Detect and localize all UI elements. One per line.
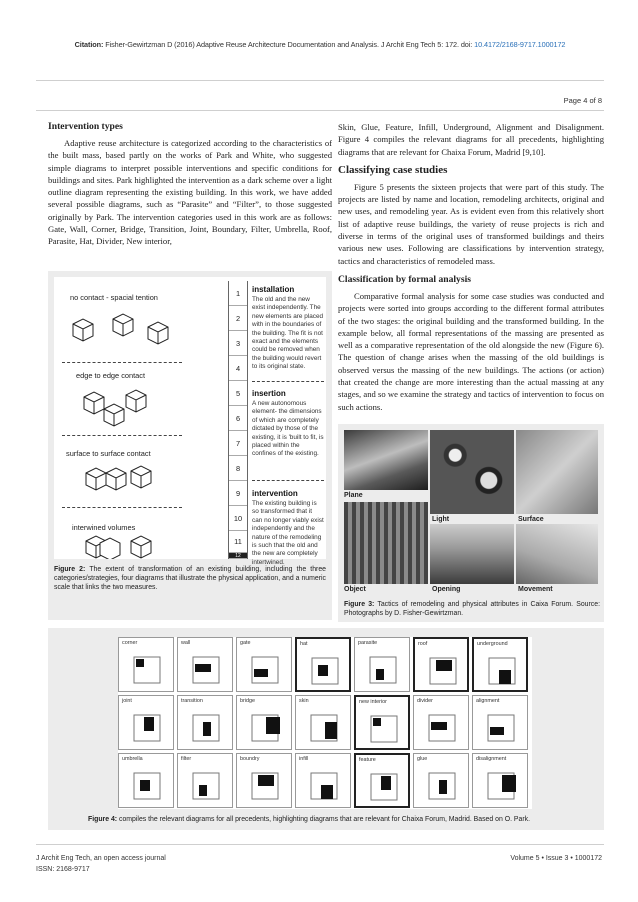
caption-label: Figure 2: [54,566,86,573]
diagram-cell-umbrella [118,753,174,808]
diagram-pictogram [122,765,172,805]
insertion-title: insertion [252,389,286,398]
diagram-cell-underground [472,637,528,692]
diagram-cell-roof [413,637,469,692]
caption-text: Tactics of remodeling and physical attributes in Caixa Forum. Source: Photographs by D. Fisher-Gewirtzman. [344,601,600,617]
diagram-pictogram [299,707,349,747]
diagram-pictogram [417,707,467,747]
fig2-dashed-line [62,362,182,363]
scale-number: 4 [229,356,247,381]
doi-link[interactable]: 10.4172/2168-9717.1000172 [474,40,566,49]
citation-text: Fisher-Gewirtzman D (2016) Adaptive Reuse Architecture Documentation and Analysis. J Archit Eng Tech 5: 172. doi: [105,40,473,49]
scale-number: 10 [229,506,247,531]
diagram-cell-label: underground [477,641,508,647]
caption-text: The extent of transformation of an existing building, including the three categories/strategies, four diagrams that illustrate the physical application, and a numeric scale that links the two measures. [54,566,326,591]
surface-contact-cubes-diagram [76,461,166,501]
insertion-text: A new autonomous element- the dimensions of which are completely dictated by those of the existing, it is 'built to fit, is placed within the confines of the existing. [252,400,324,458]
intervention-text: The existing building is so transformed that it can no longer viably exist independently and the nature of the remodeling is such that the old and the new are completely intertwined. [252,500,324,566]
numeric-scale [228,281,248,559]
scale-number-highlight: 12 [229,553,247,559]
right-column [338,121,604,413]
photo-label-surface: Surface [518,516,544,523]
scale-number: 11 [229,531,247,553]
diagram-cell-label: infill [299,756,309,762]
diagram-cell-label: roof [418,641,428,647]
figure-4-caption [88,815,588,824]
photo-label-movement: Movement [518,586,553,593]
intervention-title: intervention [252,489,298,498]
diagram-cell-wall [177,637,233,692]
diagram-pictogram [359,766,409,806]
diagram-cell-gate [236,637,292,692]
diagram-cell-new-interior [354,695,410,750]
diagram-cell-label: filter [181,756,192,762]
diagram-pictogram [181,707,231,747]
diagram-cell-label: feature [359,757,376,763]
diagram-pictogram [122,707,172,747]
diagram-cell-label: wall [181,640,191,646]
footer-volume: Volume 5 • Issue 3 • 1000172 [510,855,602,862]
diagram-pictogram [476,707,526,747]
diagram-cell-infill [295,753,351,808]
diagram-pictogram [240,765,290,805]
photo-object [344,502,428,584]
diagram-cell-label: disalignment [476,756,507,762]
scale-number: 1 [229,281,247,306]
diagram-cell-label: corner [122,640,138,646]
interwined-cubes-diagram [76,533,166,559]
footer-issn: ISSN: 2168-9717 [36,866,90,873]
paragraph: Skin, Glue, Feature, Infill, Underground, Alignment and Disalignment. Figure 4 compiles the relevant diagrams for all precedents, highlighting diagrams that are relevant for Chaixa Forum, Madrid [9,10]. [338,122,604,157]
citation-label: Citation: [74,40,104,49]
diagram-pictogram [477,650,527,690]
photo-label-object: Object [344,586,366,593]
diagram-pictogram [299,765,349,805]
diagram-pictogram [181,765,231,805]
figure-3 [338,424,604,622]
figure-2-caption [54,565,326,592]
fig2-dashed-line [62,435,182,436]
diagram-cell-hat [295,637,351,692]
section-heading-classifying: Classifying case studies [338,163,448,176]
scale-number: 9 [229,481,247,506]
diagram-cell-label: joint [122,698,132,704]
diagram-cell-filter [177,753,233,808]
diagram-cell-divider [413,695,469,750]
diagram-cell-alignment [472,695,528,750]
intervention-diagram-grid [118,637,532,809]
photo-label-opening: Opening [432,586,461,593]
scale-number: 8 [229,456,247,481]
diagram-cell-label: divider [417,698,433,704]
fig2-label-surface: surface to surface contact [66,449,151,458]
section-heading-formal-analysis: Classification by formal analysis [338,273,471,285]
caption-label: Figure 4: [88,816,118,823]
installation-text: The old and the new exist independently. The new elements are placed with in the boundaries of the building. The fit is not exact and the elements could be removed when the building would revert to its original state. [252,296,324,371]
fig2-dashed-line [252,480,324,481]
left-column [48,121,332,248]
diagram-cell-label: skin [299,698,309,704]
paragraph: Figure 5 presents the sixteen projects that were part of this study. The projects are listed by name and location, remodeling architects, original and new uses, and remodeling year. As is evident even from this relatively short list of adaptive reuse buildings, the variety of reuse projects is rich and diverse in terms of the original uses of transformed buildings and theirs various new uses. Following are classifications by intervention strategy, tactics and characteristics of remodeled mass. [338,181,604,266]
diagram-pictogram [417,765,467,805]
diagram-pictogram [240,707,290,747]
figure-3-caption [344,600,600,618]
paragraph: Comparative formal analysis for some case studies was conducted and projects were sorted into groups according to the different formal attributes of the two stages: the original building and the transformed building. In the example below, all formal representations of the massing are presented as well as a comparative representation of the old alongside the new (Figure 6). The question of change arises when the massing of the old buildings is observed versus the massing of the new buildings. The actions (or action) that created the change are more interesting than the actual massing at any stages, and so we examine the strategy and tactics of intervention to focus on such actions. [338,290,604,412]
scale-number: 3 [229,331,247,356]
diagram-pictogram [358,649,408,689]
fig2-label-no-contact: no contact - spacial tention [70,293,158,302]
photo-plane [344,430,428,490]
scale-number: 7 [229,431,247,456]
scale-number: 6 [229,406,247,431]
diagram-cell-bridge [236,695,292,750]
diagram-pictogram [476,765,526,805]
caption-label: Figure 3: [344,601,375,608]
diagram-cell-parasite [354,637,410,692]
figure-2 [48,271,332,620]
photo-label-plane: Plane [344,492,363,499]
figure-4 [48,628,604,830]
citation [36,40,604,49]
page-divider [36,110,604,111]
scale-number: 5 [229,381,247,406]
diagram-cell-disalignment [472,753,528,808]
diagram-pictogram [359,708,409,748]
diagram-cell-label: transition [181,698,203,704]
diagram-cell-feature [354,753,410,808]
photo-light [430,430,514,514]
diagram-cell-label: bridge [240,698,255,704]
footer-journal: J Archit Eng Tech, an open access journal [36,855,166,862]
diagram-cell-label: glue [417,756,428,762]
diagram-pictogram [300,650,350,690]
figure-2-diagram [54,277,326,566]
no-contact-cubes-diagram [68,309,178,349]
page-number: Page 4 of 8 [563,96,602,105]
photo-opening [430,524,514,584]
fig2-label-interwined: interwined volumes [72,523,136,532]
diagram-cell-skin [295,695,351,750]
photo-movement [516,524,598,584]
installation-title: installation [252,285,295,294]
diagram-cell-label: gate [240,640,251,646]
diagram-cell-label: parasite [358,640,378,646]
diagram-cell-corner [118,637,174,692]
scale-number: 2 [229,306,247,331]
diagram-pictogram [240,649,290,689]
diagram-pictogram [181,649,231,689]
diagram-cell-joint [118,695,174,750]
diagram-cell-label: hat [300,641,308,647]
fig2-dashed-line [252,381,324,382]
diagram-cell-boundry [236,753,292,808]
diagram-pictogram [418,650,468,690]
caption-text: compiles the relevant diagrams for all precedents, highlighting diagrams that are relevant for Chaixa Forum, Madrid. Based on O. Park. [119,816,530,823]
header-divider [36,80,604,81]
fig2-dashed-line [62,507,182,508]
diagram-cell-glue [413,753,469,808]
photo-surface [516,430,598,514]
diagram-cell-label: alignment [476,698,500,704]
footer-divider [36,844,604,845]
paragraph: Adaptive reuse architecture is categorized according to the characteristics of the built mass, based partly on the works of Park and White, who suggested simple diagrams to interpret possible interventions and specific conditions for buildings and sites. Park highlighted the intervention as a dark scheme over a light outline diagram representing the existing building. In this work, we have added several possible diagrams, such as “Parasite” and “Filter”, to those suggested originally by Park. The intervention categories used in this work are as follows: Gate, Wall, Corner, Bridge, Transition, Joint, Boundary, Filter, Umbrella, Roof, Parasite, Hat, Divider, New interior, [48,138,332,247]
diagram-cell-label: umbrella [122,756,143,762]
diagram-cell-transition [177,695,233,750]
edge-contact-cubes-diagram [76,385,166,427]
diagram-cell-label: new interior [359,699,387,705]
fig2-label-edge: edge to edge contact [76,371,146,380]
photo-label-light: Light [432,516,450,523]
diagram-pictogram [122,649,172,689]
section-heading-intervention-types: Intervention types [48,121,123,132]
diagram-cell-label: boundry [240,756,260,762]
